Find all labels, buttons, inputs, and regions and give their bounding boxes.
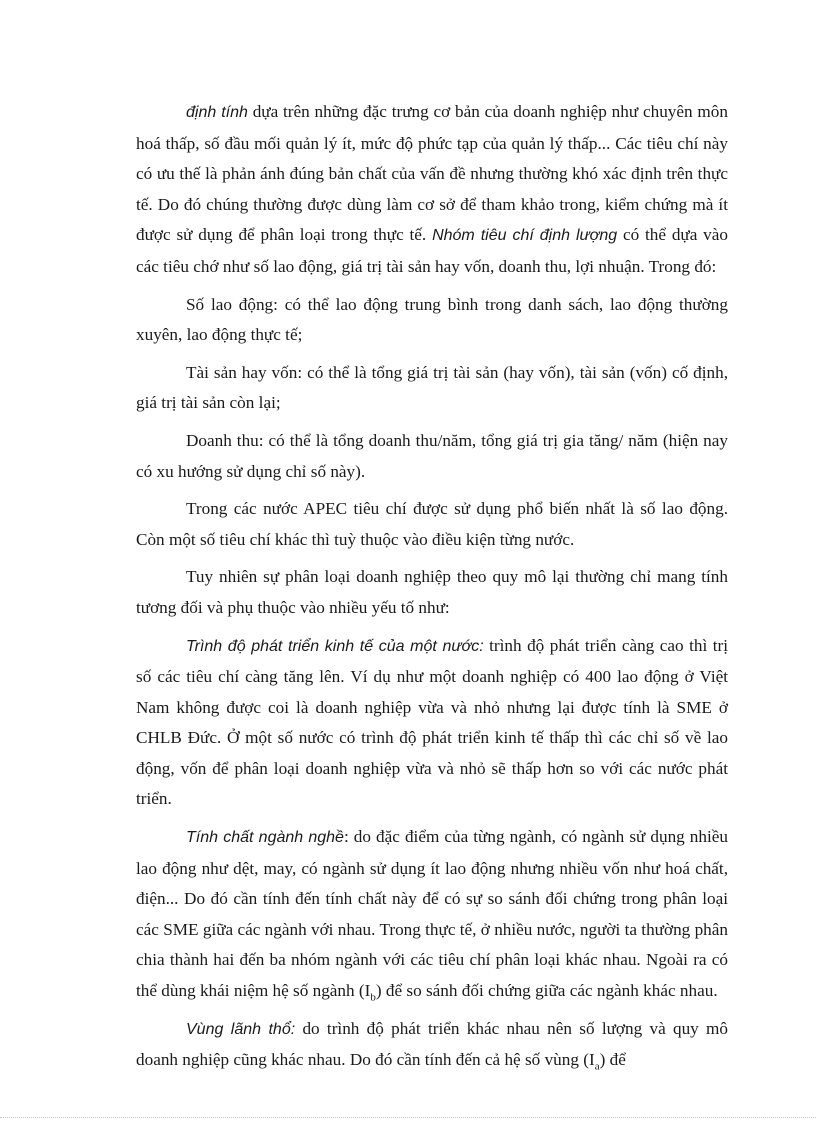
term-industry-nature: Tính chất ngành nghề bbox=[186, 829, 344, 847]
paragraph-assets: Tài sản hay vốn: có thể là tổng giá trị tài sản (hay vốn), tài sản (vốn) cố định, giá trị tài sản còn lại; bbox=[136, 362, 728, 413]
document-body bbox=[136, 97, 728, 1083]
paragraph-relative-classification: Tuy nhiên sự phân loại doanh nghiệp theo quy mô lại thường chỉ mang tính tương đối và phụ thuộc vào nhiều yếu tố như: bbox=[136, 567, 728, 617]
term-region: Vùng lãnh thổ: bbox=[186, 1020, 296, 1038]
subscript-b: b bbox=[370, 991, 376, 1004]
term-quantitative-group: Nhóm tiêu chí định lượng bbox=[432, 227, 618, 245]
paragraph-text: ) để bbox=[599, 1050, 626, 1070]
term-economic-development: Trình độ phát triển kinh tế của một nước: bbox=[186, 637, 484, 655]
paragraph-economic-development bbox=[136, 631, 728, 816]
paragraph-text: do trình độ phát triển khác nhau nên số lượng và quy mô doanh nghiệp cũng khác nhau. Do đó cần tính đến cả hệ số vùng (I bbox=[136, 1018, 728, 1070]
paragraph-industry-nature bbox=[136, 822, 728, 1007]
paragraph-text: có thể dựa vào các tiêu chớ như số lao động, giá trị tài sản hay vốn, doanh thu, lợi nhuận. Trong đó: bbox=[136, 225, 728, 276]
paragraph-text: : do đặc điểm của từng ngành, có ngành sử dụng nhiều lao động như dệt, may, có ngành sử dụng ít lao động nhưng nhiều vốn như hoá chất, điện... Do đó cần tính đến tính chất này để có sự so sánh đối chứng trong phân loại các SME giữa các ngành với nhau. Trong thực tế, ở nhiều nước, người ta thường phân chia thành hai đến ba nhóm ngành với các tiêu chí phân loại khác nhau. Ngoài ra có thể dùng khái niệm hệ số ngành (I bbox=[136, 827, 728, 1001]
term-qualitative: định tính bbox=[186, 104, 248, 121]
paragraph-qualitative-criteria bbox=[136, 97, 728, 283]
paragraph-region bbox=[136, 1014, 728, 1076]
page-bottom-divider bbox=[0, 1117, 816, 1118]
paragraph-text: dựa trên những đặc trưng cơ bản của doanh nghiệp như chuyên môn hoá thấp, số đầu mối quản lý ít, mức độ phức tạp của quản lý thấp... Các tiêu chí này có ưu thế là phản ánh đúng bản chất của vấn đề nhưng thường khó xác định trên thực tế. Do đó chúng thường được dùng làm cơ sở để tham khảo trong, kiểm chứng mà ít được sử dụng để phân loại trong thực tế. bbox=[136, 102, 728, 245]
paragraph-text: trình độ phát triển càng cao thì trị số các tiêu chí càng tăng lên. Ví dụ như một doanh nghiệp có 400 lao động ở Việt Nam không được coi là doanh nghiệp vừa và nhỏ nhưng lại được tính là SME ở CHLB Đức. Ở một số nước có trình độ phát triển kinh tế thấp thì các chỉ số về lao động, vốn để phân loại doanh nghiệp vừa và nhỏ sẽ thấp hơn so với các nước phát triển. bbox=[136, 635, 728, 809]
paragraph-text: ) để so sánh đối chứng giữa các ngành khác nhau. bbox=[375, 981, 718, 1001]
paragraph-apec: Trong các nước APEC tiêu chí được sử dụng phổ biến nhất là số lao động. Còn một số tiêu chí khác thì tuỳ thuộc vào điều kiện từng nước. bbox=[136, 499, 728, 549]
paragraph-labor: Số lao động: có thể lao động trung bình trong danh sách, lao động thường xuyên, lao động thực tế; bbox=[136, 294, 728, 345]
subscript-a: a bbox=[594, 1060, 600, 1073]
paragraph-revenue: Doanh thu: có thể là tổng doanh thu/năm, tổng giá trị gia tăng/ năm (hiện nay có xu hướng sử dụng chỉ số này). bbox=[136, 430, 728, 481]
